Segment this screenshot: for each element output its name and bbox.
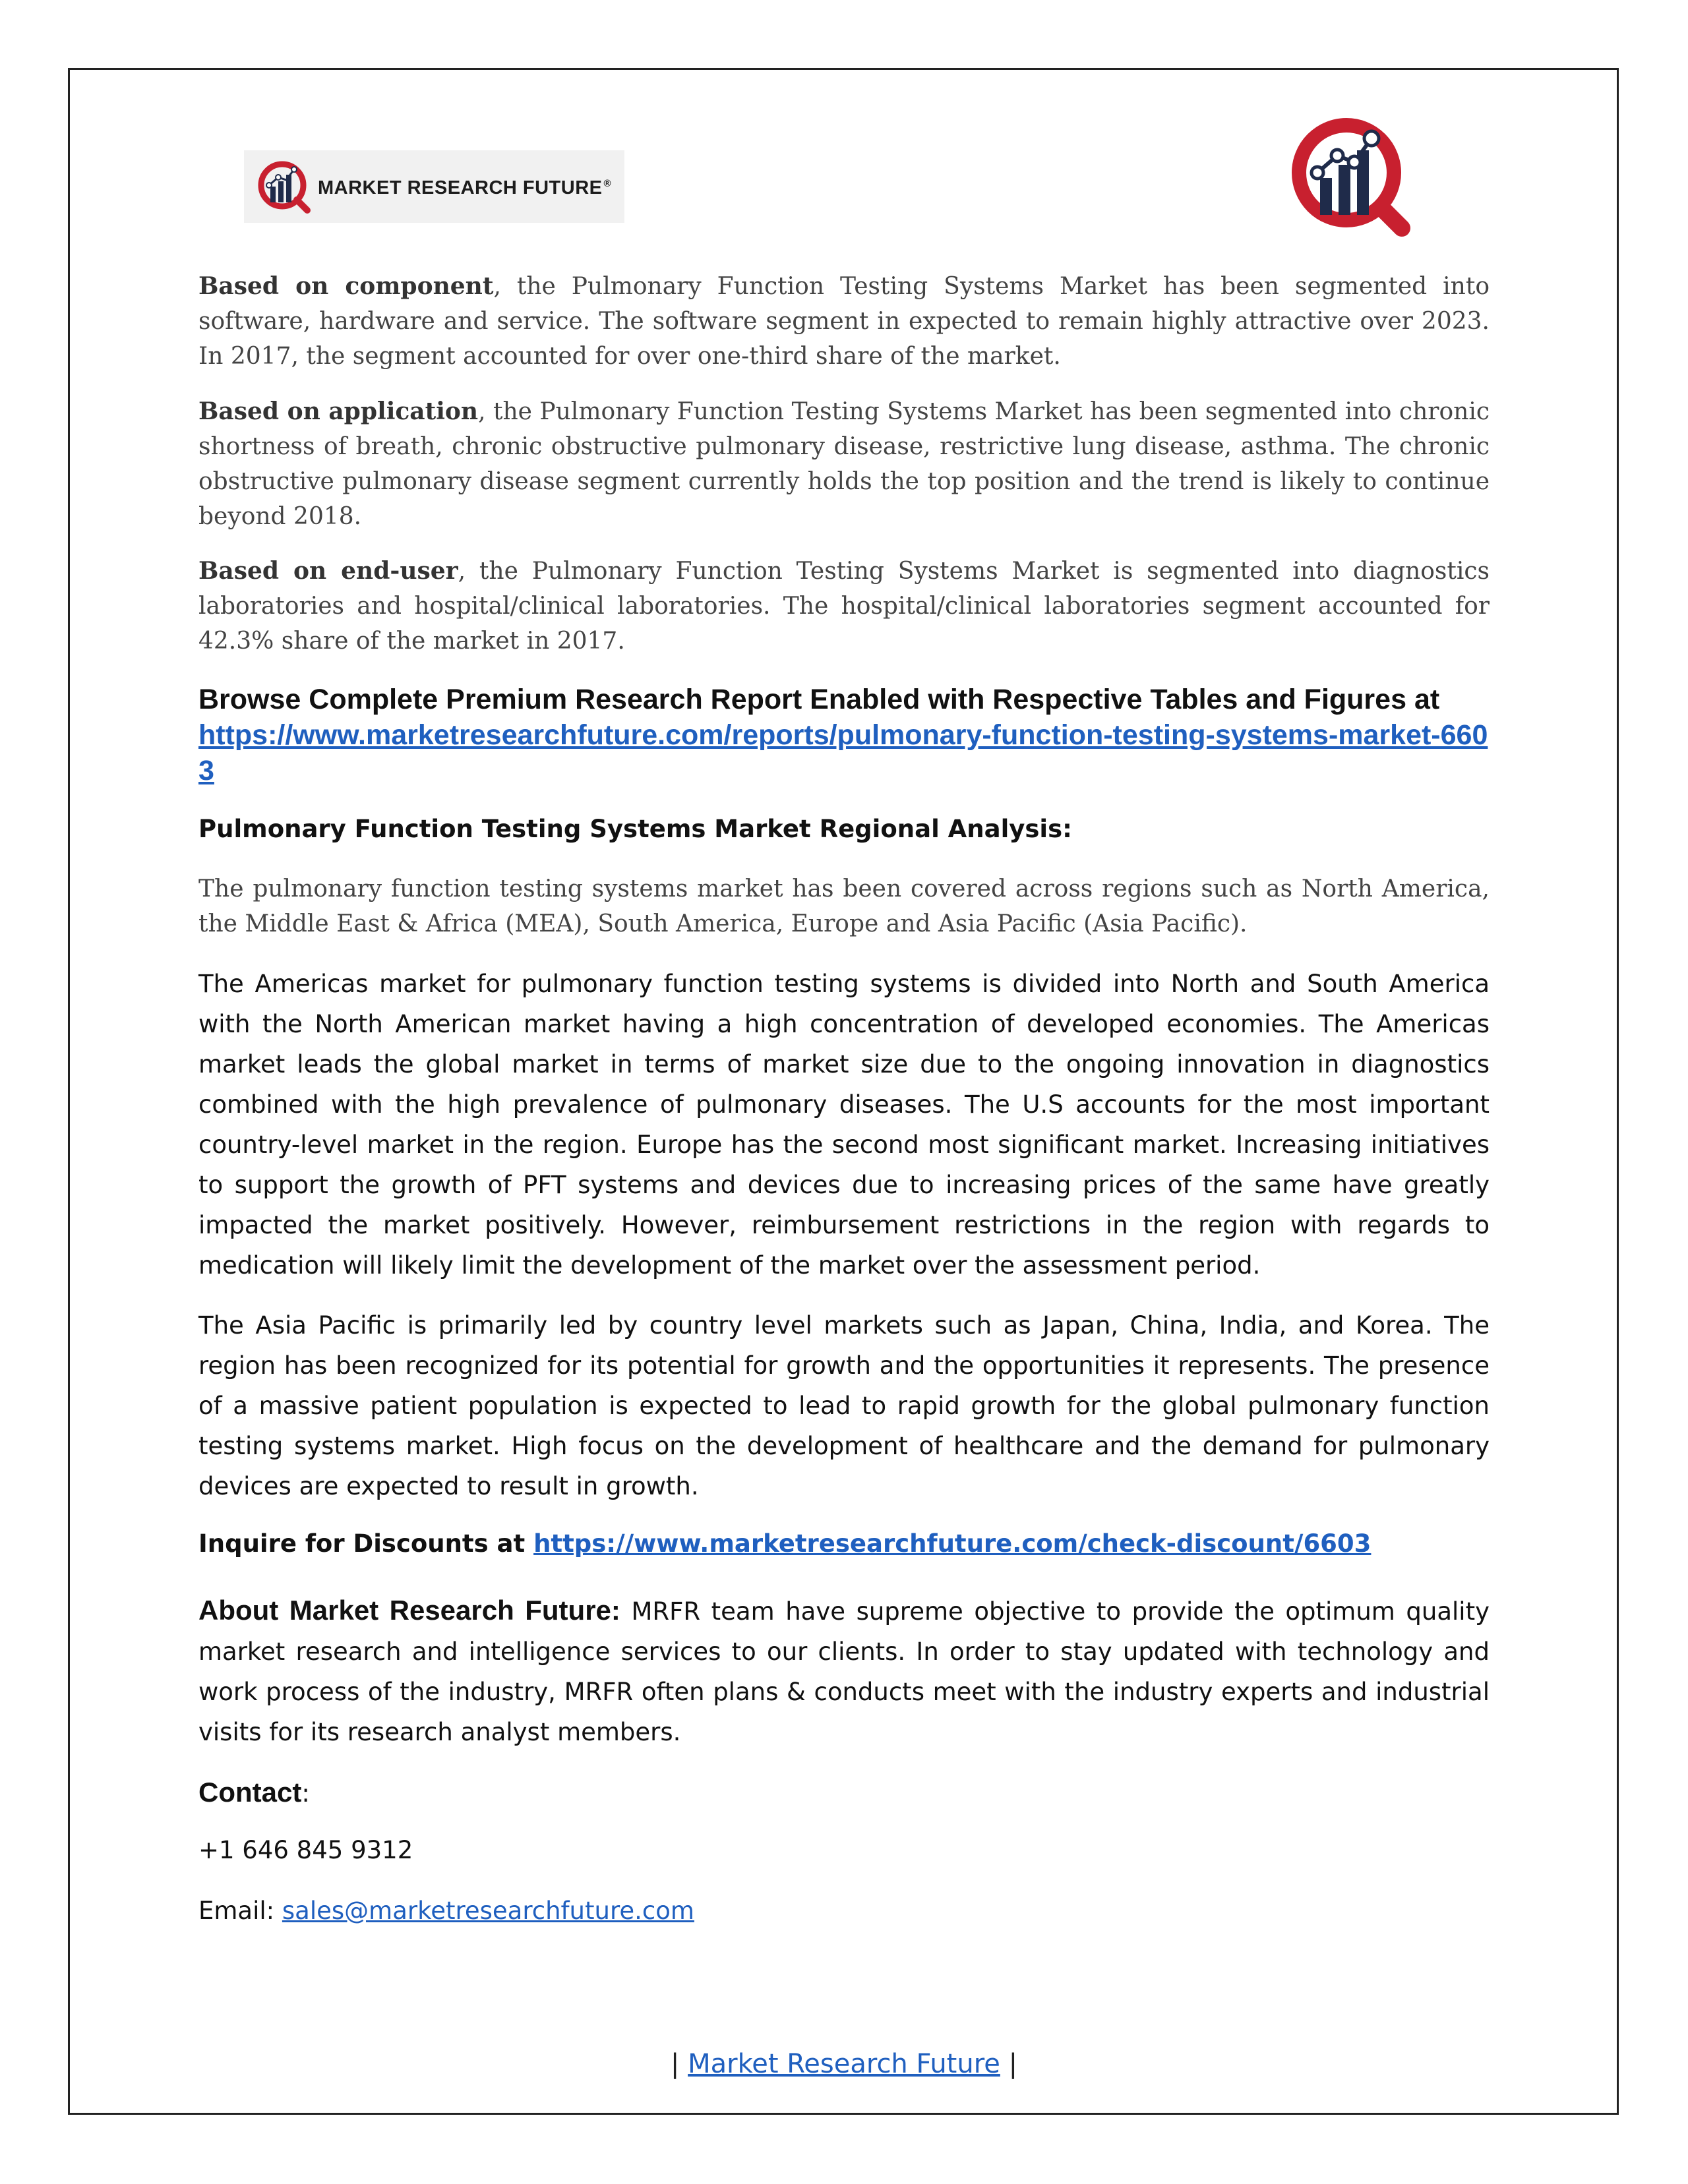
para-component-lead: Based on component — [198, 272, 494, 300]
regional-intro-block — [198, 871, 1490, 941]
browse-section — [198, 682, 1490, 788]
about-text: MRFR team have supreme objective to provide the optimum quality market research and intelligence services to our clients. In order to stay updated with technology and work process of the industry, MRFR often plans & conducts meet with the industry experts and industrial visits for its research analyst members. — [198, 1597, 1490, 1746]
para-component-block — [198, 269, 1490, 374]
brand-logo-large-icon — [1286, 112, 1418, 244]
inquire-label: Inquire for Discounts at — [198, 1529, 534, 1558]
para-enduser-lead: Based on end-user — [198, 557, 458, 585]
contact-heading: Contact — [198, 1777, 302, 1808]
para-component — [198, 269, 1490, 374]
inquire-line — [198, 1529, 1490, 1558]
asia-paragraph: The Asia Pacific is primarily led by country level markets such as Japan, China, India, and Korea. The region has been recognized for its potential for growth and the opportunities it represents. The presence of a massive patient population is expected to lead to rapid growth for the global pulmonary function testing systems market. High focus on the development of healthcare and the demand for pulmonary devices are expected to result in growth. — [198, 1311, 1490, 1500]
para-component-text: , the Pulmonary Function Testing Systems Market has been segmented into software, hardware and service. The software segment in expected to remain highly attractive over 2023. In 2017, the segment accounted for over one-third share of the market. — [198, 273, 1490, 370]
about-paragraph — [198, 1590, 1490, 1752]
para-application-lead: Based on application — [198, 398, 479, 425]
asia-block — [198, 1305, 1490, 1506]
footer-right-bar: | — [1000, 2049, 1018, 2079]
contact-email-line — [198, 1891, 1490, 1931]
para-application — [198, 394, 1490, 534]
footer-left-bar: | — [670, 2049, 688, 2079]
regional-intro: The pulmonary function testing systems market has been covered across regions such as North America, the Middle East & Africa (MEA), South America, Europe and Asia Pacific (Asia Pacific). — [198, 875, 1490, 937]
contact-heading-line — [198, 1772, 1490, 1814]
inquire-block — [198, 1529, 1490, 1558]
footer-link[interactable]: Market Research Future — [688, 2049, 1000, 2079]
contact-colon: : — [301, 1779, 310, 1808]
browse-heading: Browse Complete Premium Research Report Enabled with Respective Tables and Figures at — [198, 684, 1440, 715]
contact-phone: +1 646 845 9312 — [198, 1836, 413, 1864]
brand-logo[interactable] — [244, 150, 624, 223]
brand-logo-icon — [256, 159, 311, 214]
para-application-block — [198, 394, 1490, 534]
brand-logo-large — [1286, 112, 1418, 247]
phone-block — [198, 1830, 1490, 1870]
discount-link[interactable]: https://www.marketresearchfuture.com/check-discount/6603 — [533, 1529, 1372, 1558]
americas-block — [198, 964, 1490, 1285]
page-footer — [0, 2049, 1688, 2079]
regional-heading-block — [198, 815, 1490, 843]
para-enduser-block — [198, 554, 1490, 659]
brand-logo-text: MARKET RESEARCH FUTURE ® — [318, 177, 612, 198]
para-application-text: , the Pulmonary Function Testing Systems Market has been segmented into chronic shortness of breath, chronic obstructive pulmonary disease, restrictive lung disease, asthma. The chronic obstructive pulmonary disease segment currently holds the top position and the trend is likely to continue beyond 2018. — [198, 398, 1490, 530]
about-block — [198, 1590, 1490, 1752]
browse-report-link[interactable]: https://www.marketresearchfuture.com/reports/pulmonary-function-testing-systems-market-6603 — [198, 719, 1488, 786]
regional-heading: Pulmonary Function Testing Systems Market Regional Analysis: — [198, 815, 1072, 843]
email-link[interactable]: sales@marketresearchfuture.com — [282, 1897, 694, 1925]
contact-block — [198, 1772, 1490, 1814]
para-enduser-text: , the Pulmonary Function Testing Systems Market is segmented into diagnostics laboratories and hospital/clinical laboratories. The hospital/clinical laboratories segment accounted for 42.3% share of the market in 2017. — [198, 558, 1490, 655]
americas-paragraph: The Americas market for pulmonary function testing systems is divided into North and South America with the North American market having a high concentration of developed economies. The Americas market leads the global market in terms of market size due to the ongoing innovation in diagnostics combined with the high prevalence of pulmonary diseases. The U.S accounts for the most important country-level market in the region. Europe has the second most significant market. Increasing initiatives to support the growth of PFT systems and devices due to increasing prices of the same have greatly impacted the market positively. However, reimbursement restrictions in the region with regards to medication will likely limit the development of the market over the assessment period. — [198, 970, 1490, 1280]
email-block — [198, 1891, 1490, 1931]
email-label: Email: — [198, 1897, 282, 1925]
para-enduser — [198, 554, 1490, 659]
about-heading: About Market Research Future: — [198, 1595, 620, 1626]
